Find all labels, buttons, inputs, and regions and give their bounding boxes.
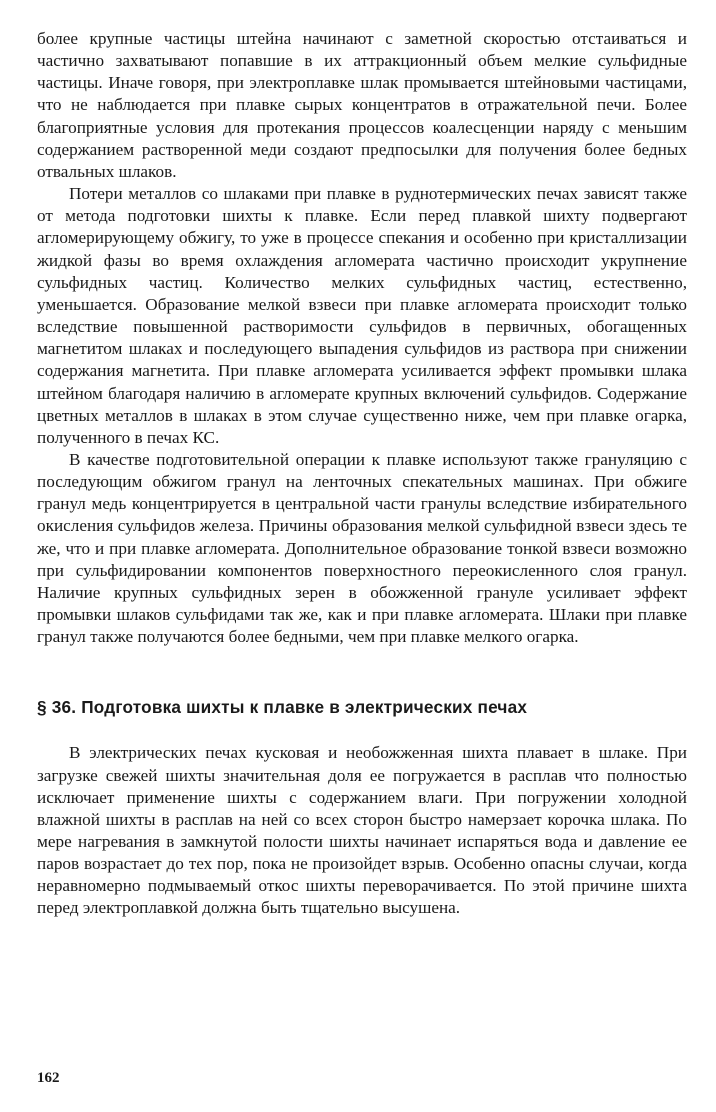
- page-body: [37, 28, 687, 920]
- section-heading: § 36. Подготовка шихты к плавке в электрических печах: [37, 697, 528, 718]
- page-number: 162: [37, 1070, 60, 1086]
- paragraph-section-36: В электрических печах кусковая и необожженная шихта плавает в шлаке. При загрузке свежей шихты значительная доля ее погружается в расплав что полностью исключает применение шихты с содержанием влаги. При погружении холодной влажной шихты в расплав на ней со всех сторон быстро намерзает корочка шлака. По мере нагревания в замкнутой полости шихты начинает испаряться вода и давление ее паров возрастает до тех пор, пока не произойдет взрыв. Особенно опасны случаи, когда неравномерно подмываемый откос шихты переворачивается. По этой причине шихта перед электроплавкой должна быть тщательно высушена.: [37, 743, 687, 918]
- paragraph-continuation: более крупные частицы штейна начинают с заметной скоростью отстаиваться и частично захватывают попавшие в их аттракционный объем мелкие сульфидные частицы. Иначе говоря, при электроплавке шлак промывается штейновыми частицами, что не наблюдается при плавке сырых концентратов в отражательной печи. Более благоприятные условия для протекания процессов коалесценции наряду с меньшим содержанием растворенной меди создают предпосылки для получения более бедных отвальных шлаков.: [37, 29, 687, 181]
- paragraph-granulation: В качестве подготовительной операции к плавке используют также грануляцию с последующим обжигом гранул на ленточных спекательных машинах. При обжиге гранул медь концентрируется в центральной части гранулы вследствие избирательного окисления сульфидов железа. Причины образования мелкой сульфидной взвеси здесь те же, что и при плавке агломерата. Дополнительное образование тонкой взвеси возможно при сульфидировании компонентов поверхностного переокисленного слоя гранул. Наличие крупных сульфидных зерен в обожженной грануле усиливает эффект промывки шлаков сульфидами так же, как и при плавке агломерата. Шлаки при плавке гранул также получаются более бедными, чем при плавке мелкого огарка.: [37, 449, 687, 647]
- paragraph-metal-losses: Потери металлов со шлаками при плавке в руднотермических печах зависят также от метода подготовки шихты к плавке. Если перед плавкой шихту подвергают агломерирующему обжигу, то уже в процессе спекания и особенно при кристаллизации жидкой фазы во время охлаждения агломерата частично происходит укрупнение сульфидных частиц. Количество мелких сульфидных частиц, естественно, уменьшается. Образование мелкой взвеси при плавке агломерата происходит только вследствие повышенной растворимости сульфидов в первичных, обогащенных магнетитом шлаках и последующего выпадения сульфидов из раствора при снижении содержания магнетита. При плавке агломерата усиливается эффект промывки шлака штейном благодаря наличию в агломерате крупных включений сульфидов. Содержание цветных металлов в шлаках в этом случае существенно ниже, чем при плавке огарка, полученного в печах КС.: [37, 184, 687, 447]
